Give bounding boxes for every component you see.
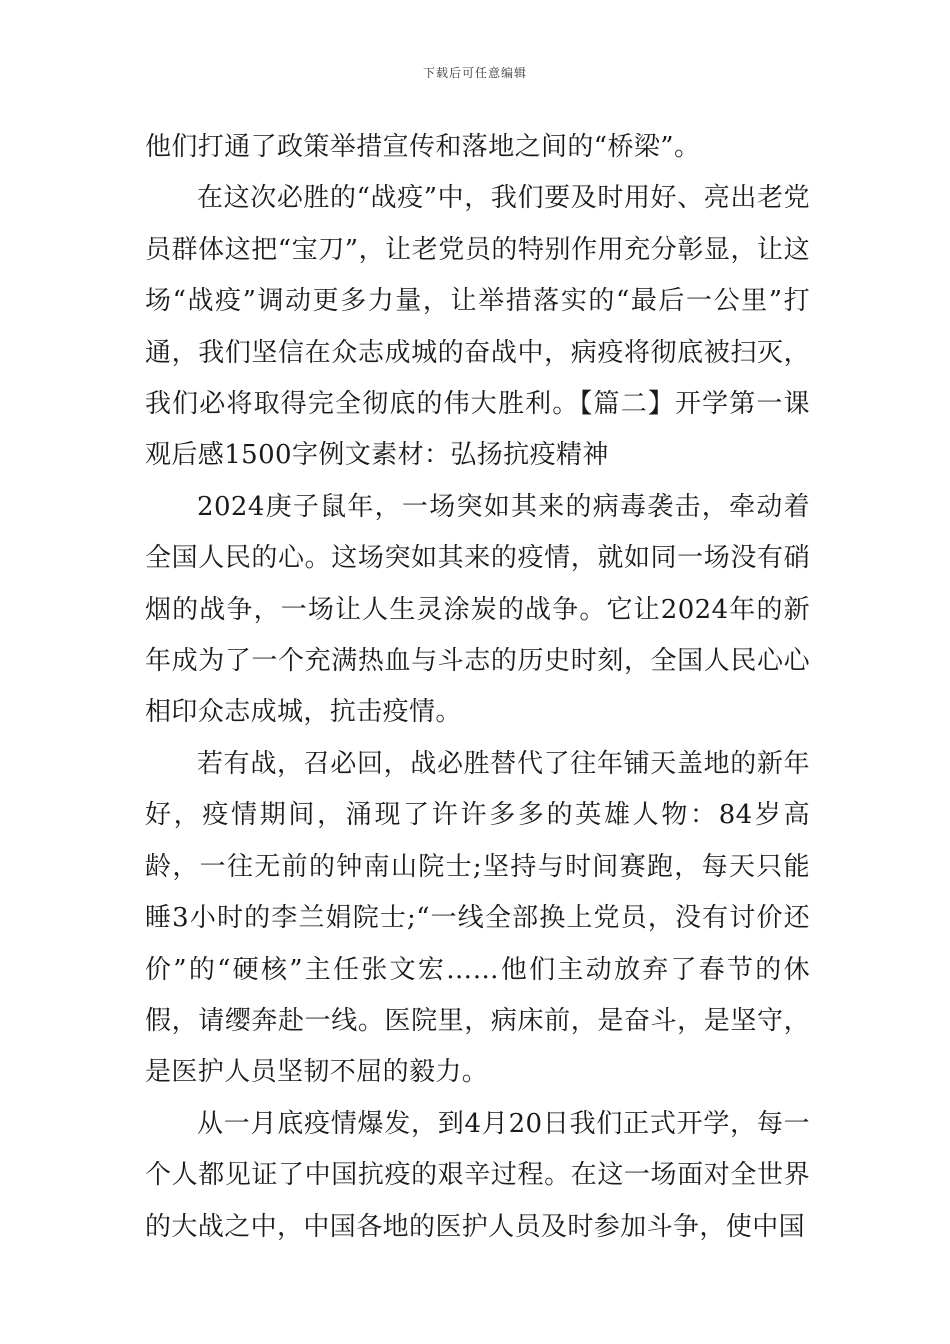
paragraph: 在这次必胜的“战疫”中，我们要及时用好、亮出老党员群体这把“宝刀”，让老党员的特别作用充分彰显，让这场“战疫”调动更多力量，让举措落实的“最后一公里”打通，我们坚信在众志成城的奋战中，病疫将彻底被扫灭，我们必将取得完全彻底的伟大胜利。【篇二】开学第一课观后感1500字例文素材：弘扬抗疫精神 — [145, 183, 810, 471]
document-body — [145, 122, 810, 1253]
header-note: 下载后可任意编辑 — [422, 66, 527, 80]
paragraph: 若有战，召必回，战必胜替代了往年铺天盖地的新年好，疫情期间，涌现了许许多多的英雄人物：84岁高龄，一往无前的钟南山院士;坚持与时间赛跑，每天只能睡3小时的李兰娟院士;“一线全部换上党员，没有讨价还价”的“硬核”主任张文宏……他们主动放弃了春节的休假，请缨奔赴一线。医院里，病床前，是奋斗，是坚守，是医护人员坚韧不屈的毅力。 — [145, 748, 810, 1088]
paragraph: 从一月底疫情爆发，到4月20日我们正式开学，每一个人都见证了中国抗疫的艰辛过程。在这一场面对全世界的大战之中，中国各地的医护人员及时参加斗争，使中国 — [145, 1108, 810, 1242]
paragraph: 2024庚子鼠年，一场突如其来的病毒袭击，牵动着全国人民的心。这场突如其来的疫情，就如同一场没有硝烟的战争，一场让人生灵涂炭的战争。它让2024年的新年成为了一个充满热血与斗志的历史时刻，全国人民心心相印众志成城，抗击疫情。 — [145, 491, 810, 728]
paragraph-continuation: 他们打通了政策举措宣传和落地之间的“桥梁”。 — [145, 132, 701, 162]
